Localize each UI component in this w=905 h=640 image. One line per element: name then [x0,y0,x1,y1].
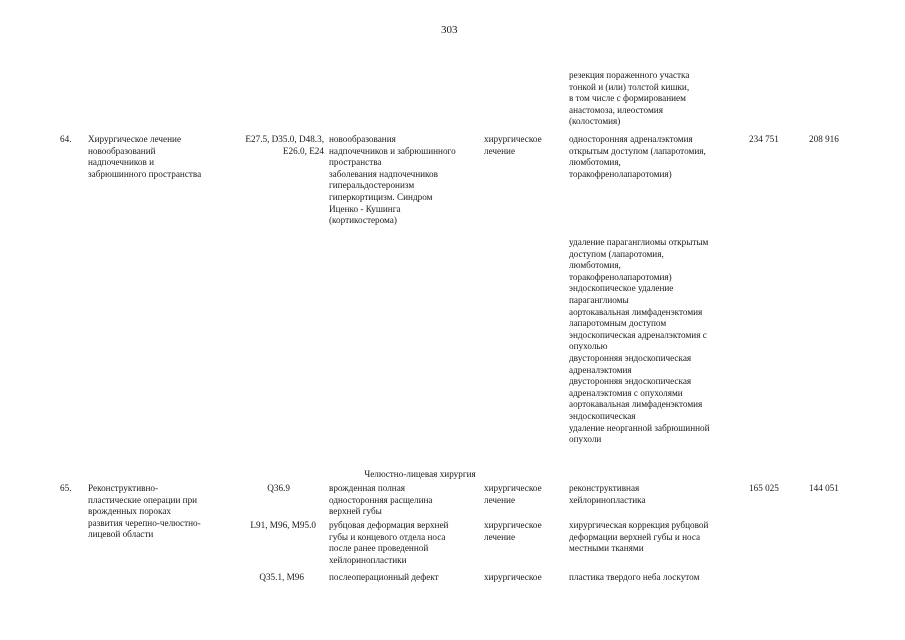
cell-cost-2: 144 051 [809,483,839,493]
cell-icd-codes: E27.5, D35.0, D48.3, E26.0, E24 [245,134,324,156]
row-number: 64. [60,134,72,144]
cell-patient-model: рубцовая деформация верхней губы и концевого отдела носа после ранее проведенной хейлоринопластики [329,520,449,565]
cell-treatment-type: хирургическое [484,572,542,582]
cell-treatment-type: хирургическое лечение [484,520,542,542]
cell-care-type: Хирургическое лечение новообразований надпочечников и забрюшинного пространства [88,134,202,179]
cell-methods-additional: удаление параганглиомы открытым доступом (лапаротомия, люмботомия, торакофренолапаротомия) эндоскопическое удаление параганглиомы аортокавальная лимфаденэктомия лапаротомным доступом эндоскопическая адреналэктомия с опухолью двусторонняя эндоскопическая адреналэктомия двусторонняя эндоскопическая адреналэктомия с опухолями аортокавальная лимфаденэктомия эндоскопическая удаление неорганной забрюшинной опухоли [569,237,710,445]
cell-method: односторонняя адреналэктомия открытым доступом (лапаротомия, люмботомия, торакофренолапаротомия) [569,134,706,179]
cell-method-continued: резекция пораженного участка тонкой и (или) толстой кишки, в том числе с формированием анастомоза, илеостомия (колостомия) [569,70,690,127]
cell-method: реконструктивная хейлоринопластика [569,483,646,505]
section-heading: Челюстно-лицевая хирургия [364,469,476,479]
page-number: 303 [441,24,458,36]
cell-patient-model: послеоперационный дефект [329,572,439,582]
cell-treatment-type: хирургическое лечение [484,134,542,156]
cell-icd-codes: Q35.1, M96 [259,572,304,582]
cell-treatment-type: хирургическое лечение [484,483,542,505]
cell-patient-model: новообразования надпочечников и забрюшинного пространства заболевания надпочечников гиперальдостеронизм гиперкортицизм. Синдром Иценко - Кушинга (кортикостерома) [329,134,456,226]
cell-cost-2: 208 916 [809,134,839,144]
cell-icd-codes: Q36.9 [267,483,290,493]
row-number: 65. [60,483,72,493]
cell-patient-model: врожденная полная односторонняя расщелина верхней губы [329,483,433,517]
cell-icd-codes: L91, M96, M95.0 [250,520,316,530]
cell-method: пластика твердого неба лоскутом [569,572,700,582]
cell-method: хирургическая коррекция рубцовой деформации верхней губы и носа местными тканями [569,520,709,554]
cell-cost-1: 234 751 [749,134,779,144]
cell-cost-1: 165 025 [749,483,779,493]
cell-care-type: Реконструктивно- пластические операции при врожденных пороках развития черепно-челюстно- лицевой области [88,483,201,540]
